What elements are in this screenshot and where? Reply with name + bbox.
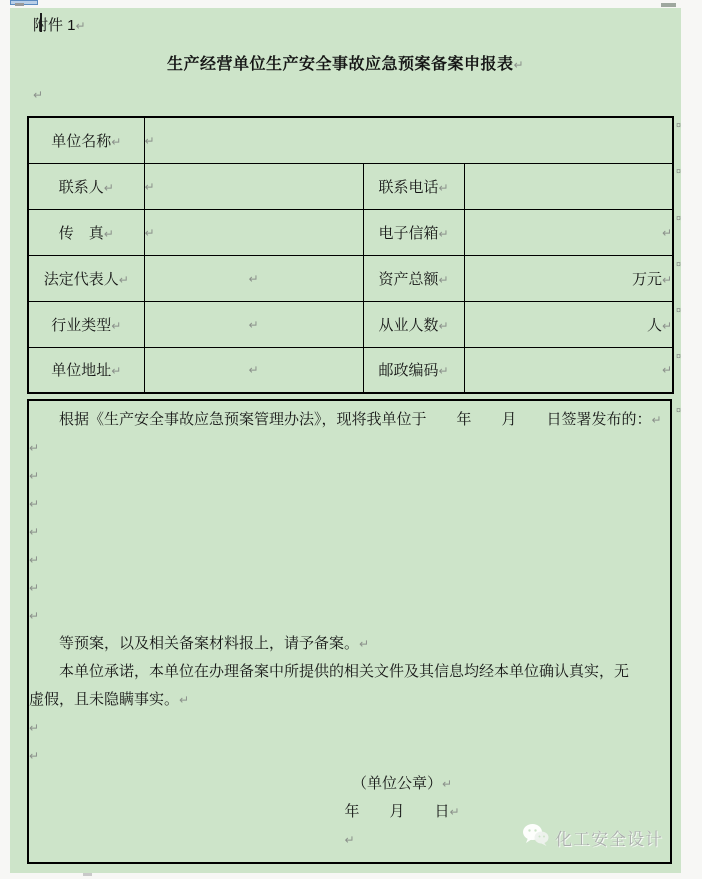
statement-block — [27, 399, 672, 864]
field-value-industry-type[interactable] — [144, 301, 363, 347]
statement-request: 等预案，以及相关备案材料报上，请予备案。↵ — [59, 635, 370, 652]
cell-end-mark: ¤ — [676, 259, 682, 269]
field-label-contact: 联系人↵ — [28, 163, 144, 209]
watermark-text: 化工安全设计 — [555, 829, 663, 849]
empty-paragraph — [29, 546, 670, 574]
empty-paragraph — [29, 490, 670, 518]
field-value-fax[interactable] — [144, 209, 363, 255]
seal-label: （单位公章）↵ — [351, 775, 453, 792]
pilcrow-mark: ↵ — [179, 693, 190, 707]
statement-intro: 根据《生产安全事故应急预案管理办法》，现将我单位于 年 月 日签署发布的：↵ — [59, 411, 662, 428]
pilcrow-mark: ↵ — [248, 363, 259, 378]
field-value-legal-rep[interactable] — [144, 255, 363, 301]
field-label-phone: 联系电话↵ — [363, 163, 464, 209]
cell-end-mark: ¤ — [676, 166, 682, 176]
pilcrow-mark: ↵ — [661, 272, 673, 287]
pilcrow-mark: ↵ — [438, 226, 449, 241]
empty-paragraph — [29, 714, 670, 742]
field-label-employees: 从业人数↵ — [363, 301, 464, 347]
field-label-total-assets: 资产总额↵ — [363, 255, 464, 301]
pilcrow-mark: ↵ — [449, 805, 460, 819]
pilcrow-mark: ↵ — [111, 134, 122, 149]
pilcrow-mark: ↵ — [29, 721, 40, 735]
attachment-label — [33, 14, 86, 35]
empty-paragraph — [29, 574, 670, 602]
statement-pledge: 本单位承诺，本单位在办理备案中所提供的相关文件及其信息均经本单位确认真实，无虚假，且未隐瞒事实。↵ — [29, 663, 630, 708]
pilcrow-mark: ↵ — [513, 58, 525, 72]
date-line: 年 月 日↵ — [344, 803, 460, 820]
empty-paragraph — [29, 602, 670, 630]
next-page-mark — [83, 873, 92, 876]
pilcrow-mark: ↵ — [29, 497, 40, 511]
ruler-margin-marker — [661, 3, 676, 7]
document-page — [10, 8, 681, 873]
page-title — [10, 51, 681, 74]
pilcrow-mark: ↵ — [118, 272, 129, 287]
pilcrow-mark: ↵ — [438, 180, 449, 195]
ruler-indent-marker — [15, 3, 24, 6]
pilcrow-mark: ↵ — [29, 609, 40, 623]
pilcrow-mark: ↵ — [29, 525, 40, 539]
empty-paragraph — [33, 86, 43, 104]
cell-end-mark: ¤ — [676, 405, 682, 415]
table-row — [28, 347, 673, 393]
pilcrow-mark: ↵ — [438, 272, 449, 287]
empty-paragraph — [29, 434, 670, 462]
table-row — [28, 117, 673, 163]
pilcrow-mark: ↵ — [29, 553, 40, 567]
table-row — [28, 163, 673, 209]
pilcrow-mark: ↵ — [144, 133, 155, 148]
field-value-total-assets[interactable] — [464, 255, 673, 301]
pilcrow-mark: ↵ — [29, 749, 40, 763]
unit-label: 人 — [646, 316, 662, 334]
pilcrow-mark: ↵ — [661, 363, 673, 378]
pilcrow-mark: ↵ — [248, 271, 259, 286]
pilcrow-mark: ↵ — [144, 179, 155, 194]
pilcrow-mark: ↵ — [344, 833, 355, 847]
empty-paragraph — [29, 518, 670, 546]
field-value-postal-code[interactable] — [464, 347, 673, 393]
pilcrow-mark: ↵ — [438, 318, 449, 333]
table-row — [28, 255, 673, 301]
pilcrow-mark: ↵ — [438, 364, 449, 379]
pilcrow-mark: ↵ — [29, 581, 40, 595]
field-value-employees[interactable] — [464, 301, 673, 347]
field-label-email: 电子信箱↵ — [363, 209, 464, 255]
page-title-text: 生产经营单位生产安全事故应急预案备案申报表 — [166, 56, 514, 73]
pilcrow-mark: ↵ — [661, 225, 673, 240]
pilcrow-mark: ↵ — [359, 637, 370, 651]
pilcrow-mark: ↵ — [144, 225, 155, 240]
pilcrow-mark: ↵ — [103, 226, 114, 241]
empty-paragraph — [29, 462, 670, 490]
pilcrow-mark: ↵ — [29, 469, 40, 483]
field-label-unit-address: 单位地址↵ — [28, 347, 144, 393]
field-label-postal-code: 邮政编码↵ — [363, 347, 464, 393]
pilcrow-mark: ↵ — [103, 180, 114, 195]
cell-end-mark: ¤ — [676, 213, 682, 223]
field-label-industry-type: 行业类型↵ — [28, 301, 144, 347]
field-value-phone[interactable] — [464, 163, 673, 209]
table-row — [28, 301, 673, 347]
field-value-unit-name[interactable] — [144, 117, 673, 163]
pilcrow-mark: ↵ — [651, 413, 662, 427]
empty-paragraph — [29, 742, 670, 770]
cell-end-mark: ¤ — [676, 120, 682, 130]
pilcrow-mark: ↵ — [441, 777, 453, 791]
pilcrow-mark: ↵ — [29, 441, 40, 455]
form-table — [27, 116, 674, 394]
unit-label: 万元 — [631, 270, 662, 288]
pilcrow-mark: ↵ — [248, 317, 259, 332]
field-label-legal-rep: 法定代表人↵ — [28, 255, 144, 301]
pilcrow-mark: ↵ — [111, 318, 122, 333]
pilcrow-mark: ↵ — [661, 318, 673, 333]
field-label-fax: 传 真↵ — [28, 209, 144, 255]
attachment-text: 附件 1 — [33, 17, 76, 34]
pilcrow-mark: ↵ — [33, 88, 44, 102]
pilcrow-mark: ↵ — [111, 364, 122, 379]
wechat-icon — [522, 823, 549, 851]
field-value-contact[interactable] — [144, 163, 363, 209]
watermark — [522, 823, 663, 851]
cell-end-mark: ¤ — [676, 305, 682, 315]
field-value-email[interactable] — [464, 209, 673, 255]
field-value-unit-address[interactable] — [144, 347, 363, 393]
cell-end-mark: ¤ — [676, 351, 682, 361]
pilcrow-mark: ↵ — [75, 19, 86, 33]
field-label-unit-name: 单位名称↵ — [28, 117, 144, 163]
table-row — [28, 209, 673, 255]
